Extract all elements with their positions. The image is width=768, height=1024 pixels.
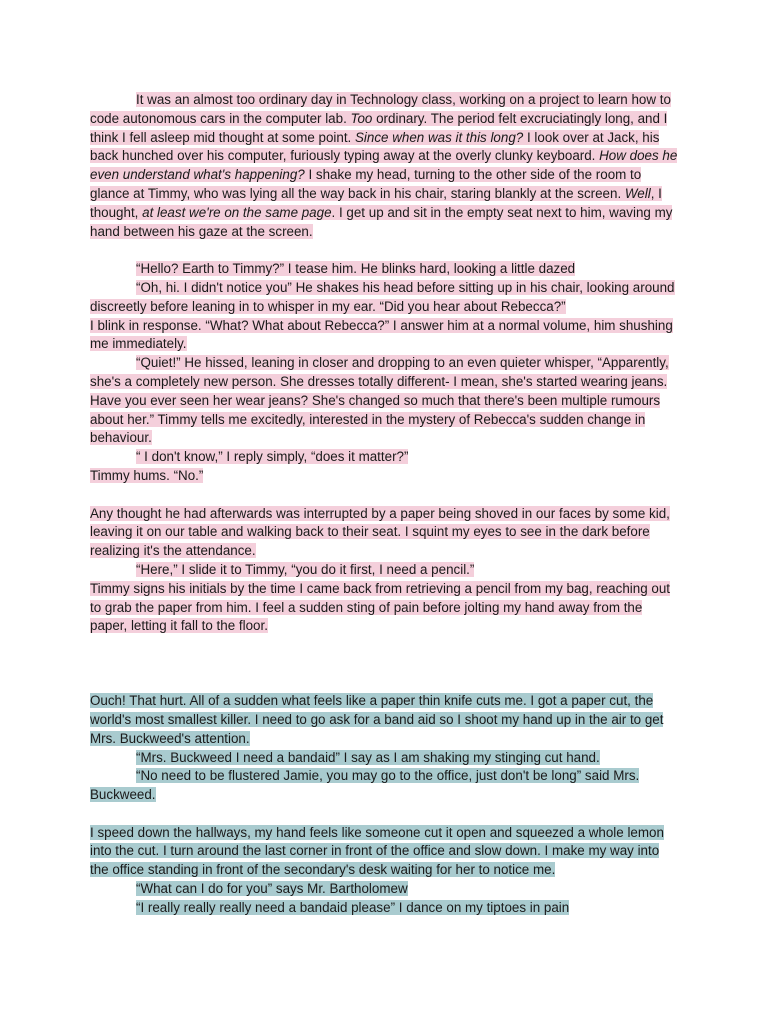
- paragraph-dialogue: [90, 880, 678, 899]
- paragraph-narration: [90, 317, 678, 355]
- paragraph-narration: [90, 580, 678, 636]
- highlighted-text: “Oh, hi. I didn't notice you” He shakes his head before sitting up in his chair, looking around discreetly before leaning in to whisper in my ear. “Did you hear about Rebecca?”: [90, 279, 675, 314]
- highlighted-text: “Here,” I slide it to Timmy, “you do it first, I need a pencil.”: [136, 561, 475, 577]
- highlighted-text: “Quiet!” He hissed, leaning in closer and dropping to an even quieter whisper, “Apparently, she's a completely new person. She dresses totally different- I mean, she's started wearing jeans. Have you ever seen her wear jeans? She's changed so much that there's been multiple rumours about her.” Timmy tells me excitedly, interested in the mystery of Rebecca's sudden change in behaviour.: [90, 355, 669, 446]
- paragraph-narration: [90, 824, 678, 880]
- text-run: It was an almost too ordinary day in Technology class, working on a project to learn how to code autonomous cars in the computer lab.: [90, 92, 671, 126]
- highlighted-text: Timmy hums. “No.”: [90, 467, 204, 483]
- document-page: [90, 91, 678, 918]
- highlighted-text: [90, 92, 677, 239]
- paragraph-dialogue: [90, 899, 678, 918]
- blank-line: [90, 241, 678, 260]
- highlighted-text: “What can I do for you” says Mr. Bartholomew: [136, 881, 408, 897]
- paragraph-narration: [90, 505, 678, 561]
- paragraph-dialogue: [90, 561, 678, 580]
- paragraph-dialogue: [90, 279, 678, 317]
- paragraph-dialogue: [90, 767, 678, 805]
- text-run: I shake my head, turning to the other side of the room to glance at Timmy, who was lying all the way back in his chair, staring blankly at the screen.: [90, 167, 642, 201]
- highlighted-text: Timmy signs his initials by the time I came back from retrieving a pencil from my bag, reaching out to grab the paper from him. I feel a sudden sting of pain before jolting my hand away from the paper, letting it fall to the floor.: [90, 580, 670, 634]
- italic-text: Too: [350, 110, 373, 126]
- paragraph-dialogue: [90, 260, 678, 279]
- text-run: . I get up and sit in the empty seat next to him, waving my hand between his gaze at the screen.: [90, 204, 673, 239]
- highlighted-text: “I really really really need a bandaid please” I dance on my tiptoes in pain: [136, 899, 570, 915]
- text-run: , I thought,: [90, 185, 662, 220]
- highlighted-text: Any thought he had afterwards was interrupted by a paper being shoved in our faces by some kid, leaving it on our table and walking back to their seat. I squint my eyes to see in the dark before realizing it's the attendance.: [90, 505, 670, 559]
- paragraph-dialogue: [90, 448, 678, 467]
- highlighted-text: I blink in response. “What? What about Rebecca?” I answer him at a normal volume, him shushing me immediately.: [90, 317, 673, 352]
- italic-text: at least we're on the same page: [142, 204, 332, 220]
- paragraph-dialogue: [90, 749, 678, 768]
- text-run: I look over at Jack, his back hunched over his computer, furiously typing away at the overly clunky keyboard.: [90, 129, 660, 164]
- blank-line: [90, 486, 678, 505]
- blank-line: [90, 805, 678, 824]
- paragraph-narration: [90, 467, 678, 486]
- paragraph-narration: [90, 692, 678, 748]
- section-break: [90, 636, 678, 692]
- italic-text: How does he even understand what's happening?: [90, 148, 678, 183]
- paragraph-dialogue: [90, 354, 678, 448]
- highlighted-text: I speed down the hallways, my hand feels like someone cut it open and squeezed a whole lemon into the cut. I turn around the last corner in front of the office and slow down. I make my way into the office standing in front of the secondary's desk waiting for her to notice me.: [90, 824, 664, 878]
- highlighted-text: Ouch! That hurt. All of a sudden what feels like a paper thin knife cuts me. I got a paper cut, the world's most smallest killer. I need to go ask for a band aid so I shoot my hand up in the air to get Mrs. Buckweed's attention.: [90, 693, 664, 746]
- italic-text: Well: [624, 185, 651, 201]
- highlighted-text: “Hello? Earth to Timmy?” I tease him. He blinks hard, looking a little dazed: [136, 261, 576, 277]
- paragraph-intro: [90, 91, 678, 241]
- highlighted-text: “Mrs. Buckweed I need a bandaid” I say as I am shaking my stinging cut hand.: [136, 749, 600, 765]
- italic-text: Since when was it this long?: [355, 129, 524, 145]
- highlighted-text: “No need to be flustered Jamie, you may go to the office, just don't be long” said Mrs. Buckweed.: [90, 768, 640, 803]
- text-run: ordinary. The period felt excruciatingly long, and I think I fell asleep mid thought at some point.: [90, 110, 668, 145]
- highlighted-text: “ I don't know,” I reply simply, “does it matter?”: [136, 449, 409, 465]
